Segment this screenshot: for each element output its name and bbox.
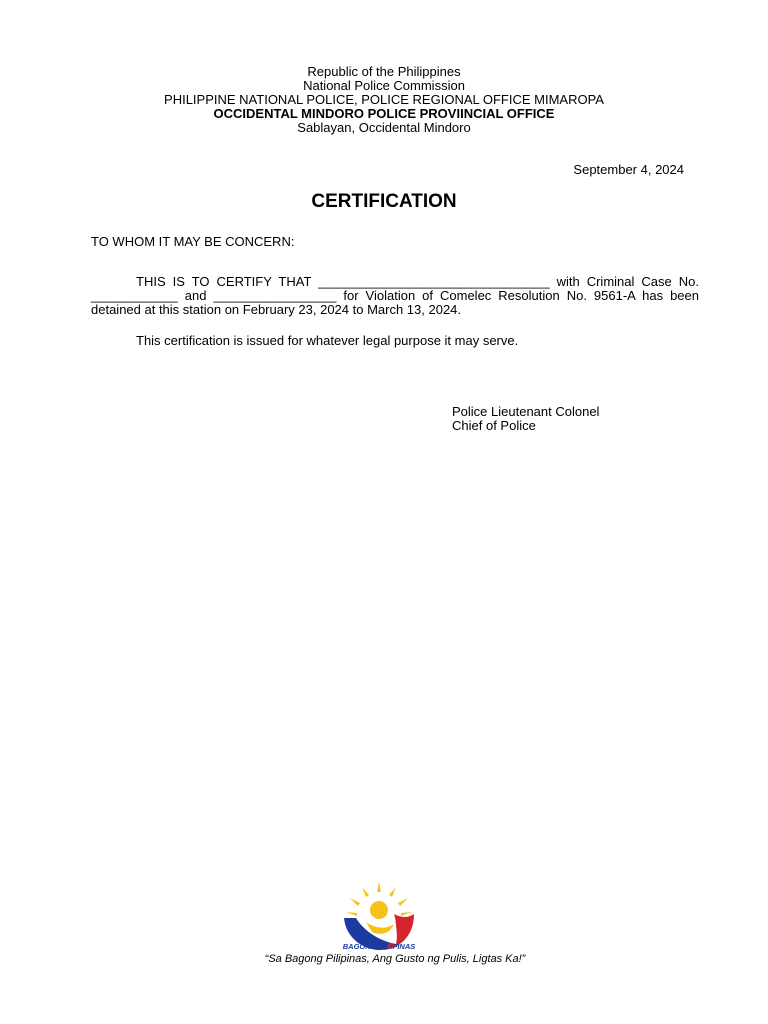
second-case-blank: _________________	[213, 288, 337, 303]
certify-intro: THIS IS TO CERTIFY THAT	[136, 274, 312, 289]
document-date: September 4, 2024	[573, 162, 684, 177]
signatory-rank: Police Lieutenant Colonel	[452, 404, 600, 419]
name-blank: ________________________________	[318, 274, 550, 289]
letterhead-pnp-region: PHILIPPINE NATIONAL POLICE, POLICE REGIONAL OFFICE MIMAROPA	[164, 92, 604, 107]
letterhead-republic: Republic of the Philippines	[307, 64, 461, 79]
letterhead-provincial-office: OCCIDENTAL MINDORO POLICE PROVIINCIAL OFFICE	[213, 106, 555, 121]
logo-caption: BAGONG PILIPINAS	[342, 942, 416, 951]
letterhead-location: Sablayan, Occidental Mindoro	[297, 120, 471, 135]
signatory-block	[452, 405, 599, 433]
document-title: CERTIFICATION	[311, 191, 457, 212]
letterhead-napolcom: National Police Commission	[303, 78, 465, 93]
case-number-blank: ____________	[91, 288, 178, 303]
letterhead	[0, 65, 768, 135]
salutation: TO WHOM IT MAY BE CONCERN:	[91, 234, 295, 249]
motto: “Sa Bagong Pilipinas, Ang Gusto ng Pulis, Ligtas Ka!”	[264, 953, 526, 965]
criminal-case-text: with Criminal Case No.	[556, 274, 699, 289]
purpose-paragraph: This certification is issued for whatever legal purpose it may serve.	[136, 333, 519, 348]
violation-text: for Violation of Comelec Resolution No. 9561-A has been detained at this station on February 23, 2024 to March 13, 2024.	[91, 288, 699, 317]
certification-paragraph	[91, 275, 699, 317]
and-text: and	[184, 288, 207, 303]
signatory-position: Chief of Police	[452, 418, 536, 433]
